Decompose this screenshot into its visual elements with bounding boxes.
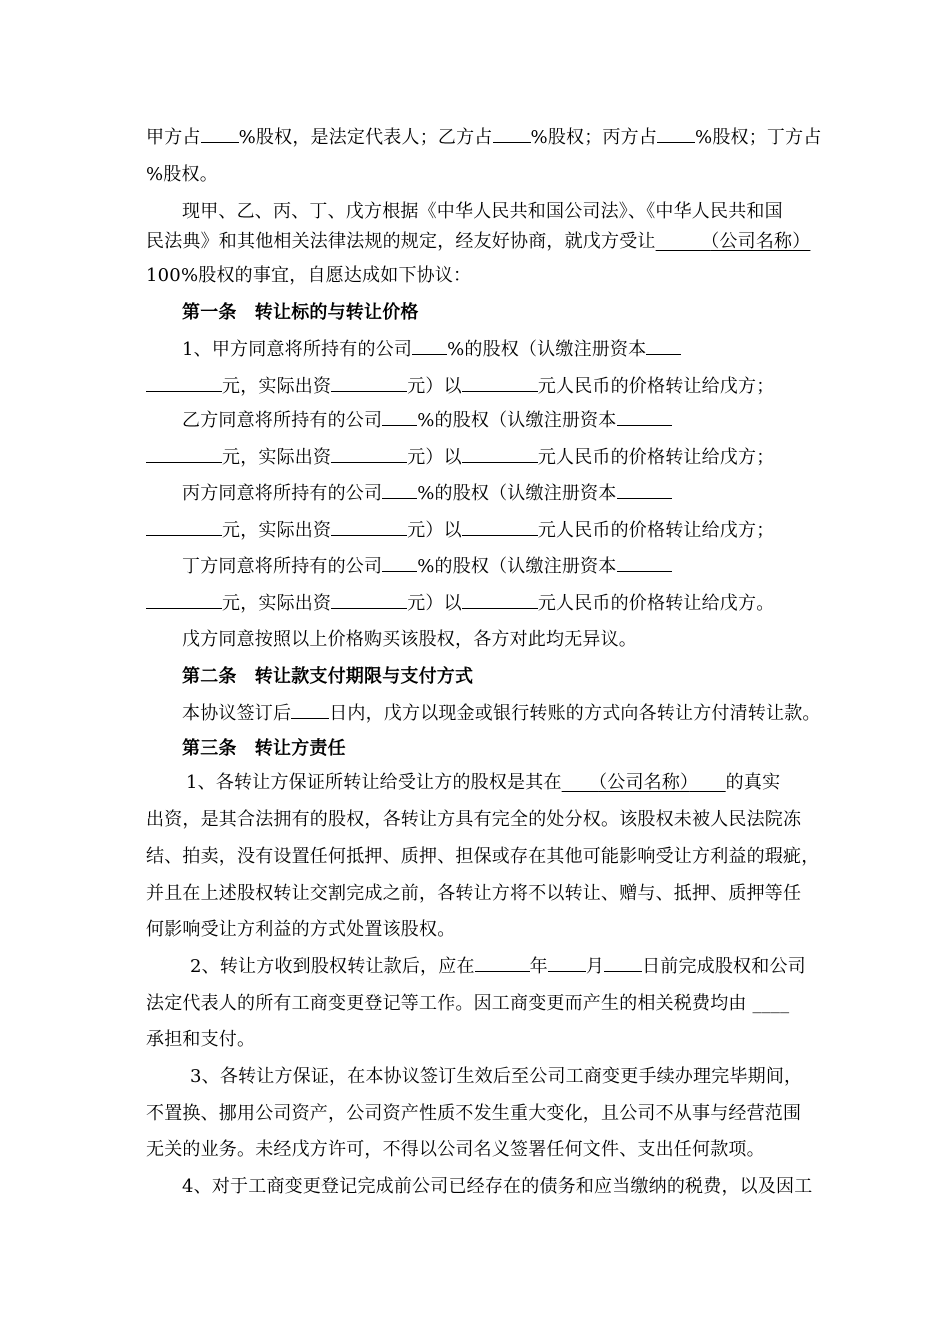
clause-3-1-line-2: 出资，是其合法拥有的股权，各转让方具有完全的处分权。该股权未被人民法院冻 <box>146 809 802 830</box>
blank-field <box>382 554 417 572</box>
paragraph-shares-line-2: %股权。 <box>146 164 218 185</box>
clause-agreement: 戊方同意按照以上价格购买该股权，各方对此均无异议。 <box>182 629 637 650</box>
blank-field <box>331 445 407 463</box>
blank-field <box>291 701 329 719</box>
clause-2a: 乙方同意将所持有的公司 %的股权（认缴注册资本 <box>146 408 886 434</box>
blank-field <box>617 554 672 572</box>
article-1-heading: 第一条 转让标的与转让价格 <box>182 302 419 323</box>
clause-3-1-line-1: 1、各转让方保证所转让给受让方的股权是其在 （公司名称） 的真实 <box>186 772 781 793</box>
clause-3-3-line-1: 3、各转让方保证，在本协议签订生效后至公司工商变更手续办理完毕期间， <box>190 1066 803 1087</box>
blank-field <box>462 445 538 463</box>
blank-field <box>462 518 538 536</box>
blank-field <box>331 518 407 536</box>
blank-field <box>331 591 407 609</box>
blank-field <box>382 408 417 426</box>
blank-field <box>617 408 672 426</box>
blank-field <box>475 954 530 972</box>
blank-field <box>604 954 642 972</box>
clause-payment: 本协议签订后 日内，戊方以现金或银行转账的方式向各转让方付清转让款。 <box>182 703 821 724</box>
blank-field <box>493 125 531 143</box>
blank-field <box>201 125 239 143</box>
paragraph-intro-line-1: 现甲、乙、丙、丁、戊方根据《中华人民共和国公司法》、《中华人民共和国 <box>182 201 783 222</box>
clause-3-3-line-3: 无关的业务。未经戊方许可，不得以公司名义签署任何文件、支出任何款项。 <box>146 1139 765 1160</box>
blank-field <box>646 337 681 355</box>
blank-field <box>462 374 538 392</box>
blank-field <box>382 481 417 499</box>
clause-4a: 丁方同意将所持有的公司 %的股权（认缴注册资本 <box>146 554 886 580</box>
clause-3-1-line-5: 何影响受让方利益的方式处置该股权。 <box>146 919 456 940</box>
clause-3-2-line-2: 法定代表人的所有工商变更登记等工作。因工商变更而产生的相关税费均由 ____ <box>146 993 790 1014</box>
clause-3-4-line-1: 4、对于工商变更登记完成前公司已经存在的债务和应当缴纳的税费，以及因工 <box>182 1176 813 1197</box>
clause-3-3-line-2: 不置换、挪用公司资产，公司资产性质不发生重大变化，且公司不从事与经营范围 <box>146 1103 802 1124</box>
article-2-heading: 第二条 转让款支付期限与支付方式 <box>182 666 474 687</box>
company-name-placeholder: （公司名称） <box>598 772 690 793</box>
clause-3b: 元，实际出资 元）以 元人民币的价格转让给戊方； <box>146 518 850 544</box>
blank-field <box>331 374 407 392</box>
clause-3-2-line-1: 2、转让方收到股权转让款后，应在 年 月 日前完成股权和公司 <box>190 956 806 977</box>
blank-field <box>617 481 672 499</box>
paragraph-shares-line-1: 甲方占 %股权，是法定代表人；乙方占 %股权；丙方占 %股权；丁方占 <box>146 127 822 148</box>
blank-field <box>146 591 222 609</box>
blank-field <box>657 125 695 143</box>
clause-1a: 1、甲方同意将所持有的公司 %的股权（认缴注册资本 <box>146 337 886 363</box>
blank-field <box>412 337 447 355</box>
clause-3a: 丙方同意将所持有的公司 %的股权（认缴注册资本 <box>146 481 886 507</box>
clause-3-1-line-4: 并且在上述股权转让交割完成之前，各转让方将不以转让、赠与、抵押、质押等任 <box>146 883 802 904</box>
paragraph-intro-line-3: 100%股权的事宜，自愿达成如下协议： <box>146 265 472 286</box>
paragraph-intro-line-2: 民法典》和其他相关法律法规的规定，经友好协商，就戊方受让 （公司名称） <box>146 231 811 252</box>
clause-3-1-line-3: 结、拍卖，没有设置任何抵押、质押、担保或存在其他可能影响受让方利益的瑕疵， <box>146 846 820 867</box>
company-name-placeholder: （公司名称） <box>710 231 811 252</box>
clause-1b: 元，实际出资 元）以 元人民币的价格转让给戊方； <box>146 374 850 400</box>
blank-field <box>548 954 586 972</box>
blank-field <box>146 445 222 463</box>
clause-3-2-line-3: 承担和支付。 <box>146 1029 256 1050</box>
clause-4b: 元，实际出资 元）以 元人民币的价格转让给戊方。 <box>146 591 850 617</box>
clause-2b: 元，实际出资 元）以 元人民币的价格转让给戊方； <box>146 445 850 471</box>
blank-field <box>146 518 222 536</box>
article-3-heading: 第三条 转让方责任 <box>182 738 346 759</box>
blank-field <box>146 374 222 392</box>
blank-field <box>462 591 538 609</box>
